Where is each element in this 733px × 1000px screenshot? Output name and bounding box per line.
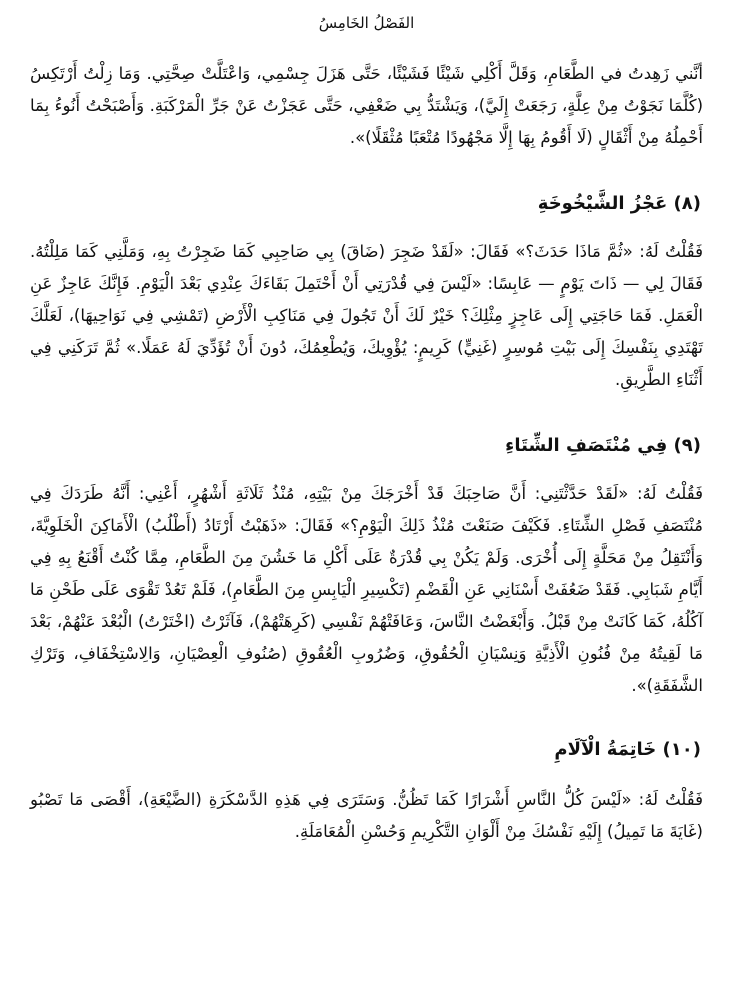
intro-paragraph: أنَّني زَهِدتُ في الطَّعَامِ، وَقَلَّ أَكْلِي شَيْئًا فَشَيْئًا، حَتَّى هَزَلَ جِسْمِي، وَاعْتَلَّتْ صِحَّتِي. وَمَا زِلْتُ أَرْتَكِسُ (كُلَّمَا نَجَوْتُ مِنْ عِلَّةٍ، رَجَعَتْ إِلَيَّ)، وَيَشْتَدُّ بِي ضَعْفِي، حَتَّى عَجَزْتُ عَنْ جَرِّ الْمَرْكَبَةِ. وَأَصْبَحْتُ أَنُوءُ بِمَا أَحْمِلُهُ مِنْ أَثْقَالٍ (لَا أَقُومُ بِهَا إِلَّا مَجْهُودًا مُتْعَبًا مُثْقَلًا)». <box>30 64 703 147</box>
section-9-heading: (٩) فِي مُنْتَصَفِ الشِّتَاءِ <box>505 435 701 456</box>
section-10-paragraph: فَقُلْتُ لَهُ: «لَيْسَ كُلُّ النَّاسِ أَشْرَارًا كَمَا تَظُنُّ. وَسَتَرَى فِي هَذِهِ الدَّسْكَرَةِ (الضَّيْعَةِ)، أَقْصَى مَا تَصْبُو (غَايَةَ مَا تَمِيلُ) إِلَيْهِ نَفْسُكَ مِنْ أَلْوَانِ التَّكْرِيمِ وَحُسْنِ الْمُعَامَلَةِ. <box>30 790 703 841</box>
section-10-heading: (١٠) خَاتِمَةُ الْآلَامِ <box>554 739 701 760</box>
section-9-paragraph: فَقُلْتُ لَهُ: «لَقَدْ حَدَّثْتَنِي: أَنَّ صَاحِبَكَ قَدْ أَخْرَجَكَ مِنْ بَيْتِهِ، مُنْذُ ثَلَاثَةِ أَشْهُرٍ، أَعْنِي: أَنَّهُ طَرَدَكَ فِي مُنْتَصَفِ فَصْلِ الشِّتَاءِ. فَكَيْفَ صَنَعْتَ مُنْذُ ذَلِكَ الْيَوْمِ؟» فَقَالَ: «ذَهَبْتُ أَرْتَادُ (أَطْلُبُ) الْأَمَاكِنَ الْخَلَوِيَّةَ، وَأَنْتَقِلُ مِنْ مَحَلَّةٍ إِلَى أُخْرَى. وَلَمْ يَكُنْ بِي قُدْرَةٌ عَلَى أَكْلِ مَا خَشُنَ مِنَ الطَّعَامِ، مِمَّا كُنْتُ أَقْنَعُ بِهِ فِي أَيَّامِ شَبَابِي. فَقَدْ ضَعُفَتْ أَسْنَانِي عَنِ الْقَضْمِ (تَكْسِيرِ الْيَابِسِ مِنَ الطَّعَامِ)، فَلَمْ تَعُدْ تَقْوَى عَلَى طَحْنِ مَا آكُلُهُ، كَمَا كَانَتْ مِنْ قَبْلُ. وَأَبْغَضْتُ النَّاسَ، وَعَافَتْهُمْ نَفْسِي (كَرِهَتْهُمْ)، فَآثَرْتُ (اخْتَرْتُ) الْبُعْدَ عَنْهُمْ، بَعْدَ مَا لَقِيتُهُ مِنْ فُنُونِ الْأَذِيَّةِ وَنِسْيَانِ الْحُقُوقِ، وَضُرُوبِ الْعُقُوقِ (صُنُوفِ الْعِصْيَانِ، وَالِاسْتِخْفَافِ، وَتَرْكِ الشَّفَقَةِ)». <box>30 484 703 695</box>
running-head: الفَصْلُ الخَامِسُ <box>318 14 415 32</box>
section-8-paragraph: فَقُلْتُ لَهُ: «ثُمَّ مَاذَا حَدَثَ؟» فَقَالَ: «لَقَدْ ضَجِرَ (ضَاقَ) بِي صَاحِبِي كَمَا ضَجِرْتُ بِهِ، وَمَلَّنِي كَمَا مَلِلْتُهُ. فَقَالَ لِي — ذَاتَ يَوْمٍ — عَابِسًا: «لَيْسَ فِي قُدْرَتِي أَنْ أَحْتَمِلَ بَقَاءَكَ عِنْدِي بَعْدَ الْيَوْمِ. فَإِنَّكَ عَاجِزٌ عَنِ الْعَمَلِ. فَمَا حَاجَتِي إِلَى عَاجِزٍ مِثْلِكَ؟ خَيْرٌ لَكَ أَنْ تَجُولَ فِي مَنَاكِبِ الْأَرْضِ (تَمْشِي فِي نَوَاحِيهَا)، لَعَلَّكَ تَهْتَدِي بِنَفْسِكَ إِلَى بَيْتِ مُوسِرٍ (غَنِيٍّ) كَرِيمٍ: يُؤْوِيكَ، وَيُطْعِمُكَ، دُونَ أَنْ تُؤَدِّيَ لَهُ عَمَلًا.» ثُمَّ تَرَكَنِي فِي أَثْنَاءِ الطَّرِيقِ. <box>30 242 703 389</box>
section-8-heading: (٨) عَجْزُ الشَّيْخُوخَةِ <box>537 193 701 214</box>
